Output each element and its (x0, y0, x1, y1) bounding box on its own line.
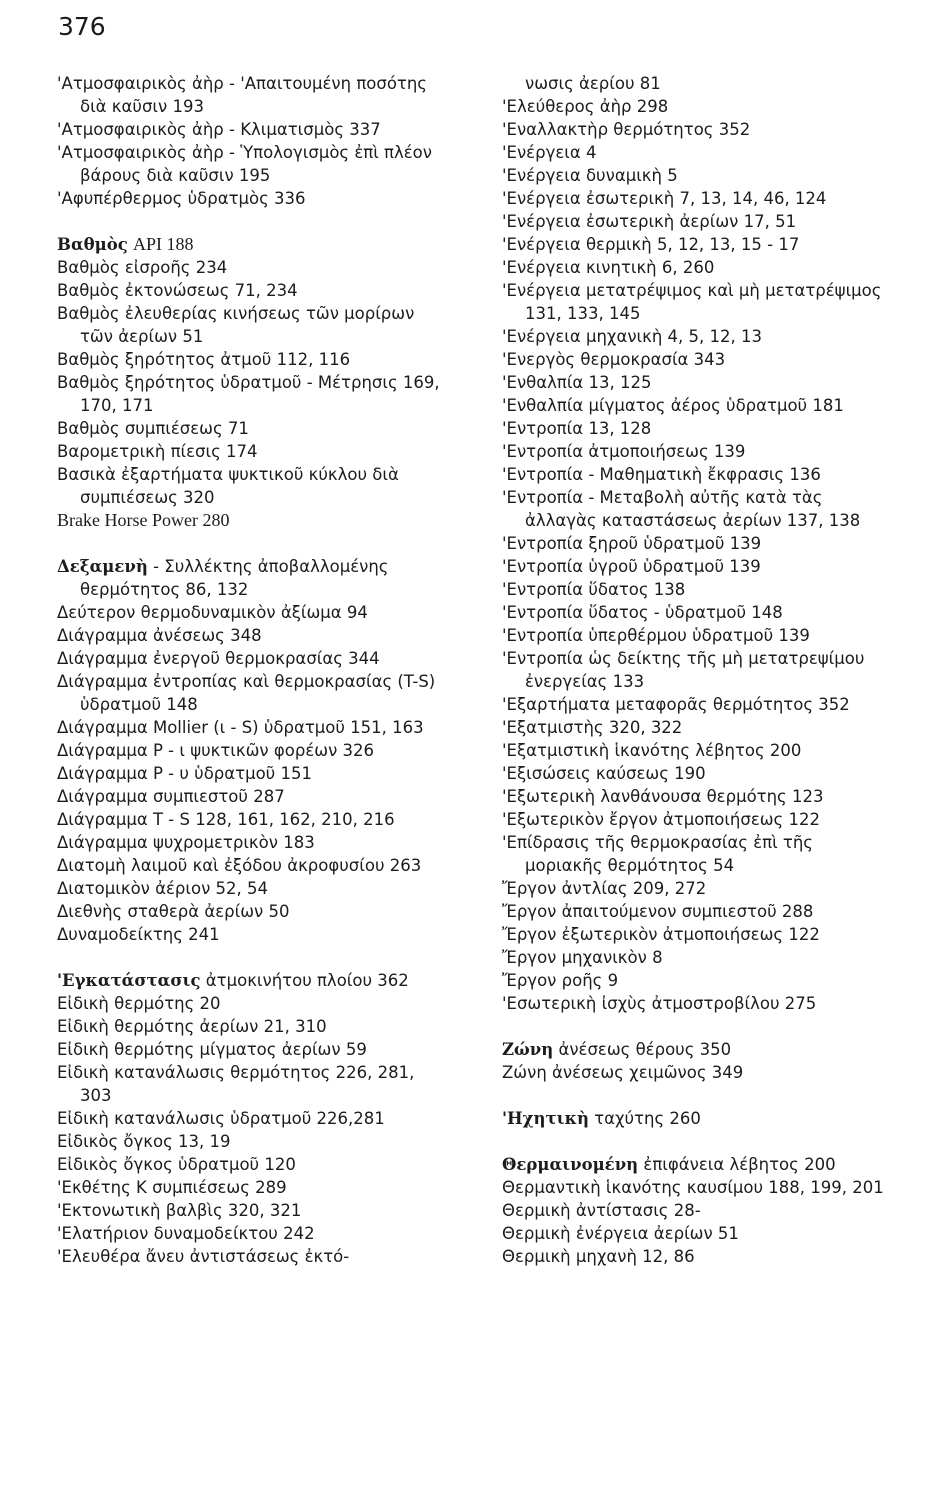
index-entry (57, 302, 449, 348)
index-entry (502, 877, 892, 900)
entry-text: Διάγραμμα συμπιεστοῦ 287 (57, 787, 285, 806)
index-entry (57, 72, 449, 118)
entry-text: Εἰδικὸς ὄγκος ὑδρατμοῦ 120 (57, 1155, 296, 1174)
index-entry (502, 417, 892, 440)
entry-text: 'Ενέργεια θερμικὴ 5, 12, 13, 15 - 17 (502, 235, 800, 254)
entry-text: 'Ενέργεια κινητικὴ 6, 260 (502, 258, 715, 277)
entry-text: 'Ελευθέρα ἄνευ ἀντιστάσεως ἐκτό- (57, 1247, 350, 1266)
index-entry (502, 187, 892, 210)
entry-text: 'Ενέργεια μηχανικὴ 4, 5, 12, 13 (502, 327, 763, 346)
index-entry (57, 624, 449, 647)
index-entry (502, 325, 892, 348)
index-entry (57, 739, 449, 762)
entry-text: Βαθμὸς ἐλευθερίας κινήσεως τῶν μορίρων τῶν ἀερίων 51 (57, 304, 415, 346)
index-entry (57, 923, 449, 946)
entry-text: Διατομικὸν ἀέριον 52, 54 (57, 879, 269, 898)
section-gap (57, 210, 449, 233)
entry-text: 'Ενέργεια ἐσωτερικὴ 7, 13, 14, 46, 124 (502, 189, 827, 208)
index-entry (57, 1130, 449, 1153)
index-entry (502, 463, 892, 486)
entry-text: 'Ενέργεια 4 (502, 143, 597, 162)
entry-text: Διατομὴ λαιμοῦ καὶ ἐξόδου ἀκροφυσίου 263 (57, 856, 422, 875)
index-entry (502, 900, 892, 923)
section-gap (502, 1084, 892, 1107)
entry-text: 'Επίδρασις τῆς θερμοκρασίας ἐπὶ τῆς μοριακῆς θερμότητος 54 (502, 833, 813, 875)
index-entry (57, 256, 449, 279)
entry-text: Εἰδικὸς ὄγκος 13, 19 (57, 1132, 231, 1151)
entry-text: 'Ατμοσφαιρικὸς ἀὴρ - Ὑπολογισμὸς ἐπὶ πλέον βάρους διὰ καῦσιν 195 (57, 143, 432, 185)
index-entry (57, 785, 449, 808)
entry-text: 'Εντροπία ξηροῦ ὑδρατμοῦ 139 (502, 534, 762, 553)
entry-text: Διάγραμμα P - υ ὑδρατμοῦ 151 (57, 764, 312, 783)
entry-text: Θερμαντικὴ ἱκανότης καυσίμου 188, 199, 201 (502, 1178, 884, 1197)
entry-text: 'Ατμοσφαιρικὸς ἀὴρ - 'Απαιτουμένη ποσότης διὰ καῦσιν 193 (57, 74, 427, 116)
section-gap (57, 532, 449, 555)
entry-text: ἀνέσεως θέρους 350 (558, 1040, 732, 1059)
index-entry (502, 118, 892, 141)
index-entry (502, 969, 892, 992)
index-entry (502, 831, 892, 877)
index-entry (57, 371, 449, 417)
entry-text: Θερμικὴ μηχανὴ 12, 86 (502, 1247, 695, 1266)
entry-text: Ἔργον ροῆς 9 (502, 971, 619, 990)
index-entry (502, 210, 892, 233)
index-entry (502, 739, 892, 762)
entry-text: 'Ενεργὸς θερμοκρασία 343 (502, 350, 726, 369)
index-entry (502, 693, 892, 716)
index-entry (502, 555, 892, 578)
index-entry (502, 233, 892, 256)
index-entry (57, 877, 449, 900)
index-entry (502, 1222, 892, 1245)
index-entry (57, 1153, 449, 1176)
section-gap (502, 1130, 892, 1153)
section-keyword: Δεξαμενὴ (57, 557, 148, 576)
index-entry (502, 624, 892, 647)
index-entry (57, 1015, 449, 1038)
entry-text: Βαθμὸς ξηρότητος ἀτμοῦ 112, 116 (57, 350, 351, 369)
page-number: 376 (58, 12, 106, 41)
index-column-left (57, 72, 449, 1268)
index-entry (57, 463, 449, 509)
entry-text: Ἔργον ἐξωτερικὸν ἀτμοποιήσεως 122 (502, 925, 820, 944)
entry-text: Διάγραμμα ἐντροπίας καὶ θερμοκρασίας (T-S) ὑδρατμοῦ 148 (57, 672, 436, 714)
entry-text: Βαρομετρικὴ πίεσις 174 (57, 442, 258, 461)
index-entry (502, 946, 892, 969)
entry-text: Εἰδικὴ θερμότης μίγματος ἀερίων 59 (57, 1040, 367, 1059)
entry-text: ἀτμοκινήτου πλοίου 362 (205, 971, 409, 990)
entry-text: - Συλλέκτης ἀποβαλλομένης θερμότητος 86, 132 (80, 557, 389, 599)
index-entry (502, 923, 892, 946)
index-entry (57, 1061, 449, 1107)
entry-text: 'Αφυπέρθερμος ὑδρατμὸς 336 (57, 189, 306, 208)
index-entry (502, 532, 892, 555)
index-entry (57, 601, 449, 624)
index-entry (57, 141, 449, 187)
index-entry (502, 486, 892, 532)
index-section-heading-entry (57, 233, 449, 256)
entry-text: Βαθμὸς εἰσροῆς 234 (57, 258, 228, 277)
entry-text: Βαθμὸς συμπιέσεως 71 (57, 419, 249, 438)
entry-text: Εἰδικὴ κατανάλωσις θερμότητος 226, 281, 303 (57, 1063, 415, 1105)
entry-text: 'Ενθαλπία 13, 125 (502, 373, 652, 392)
entry-text: Εἰδικὴ κατανάλωσις ὑδρατμοῦ 226,281 (57, 1109, 385, 1128)
entry-text: Βασικὰ ἐξαρτήματα ψυκτικοῦ κύκλου διὰ συμπιέσεως 320 (57, 465, 399, 507)
index-entry (57, 647, 449, 670)
entry-text: 'Εσωτερικὴ ἰσχὺς ἀτμοστροβίλου 275 (502, 994, 817, 1013)
entry-text: Ἔργον μηχανικὸν 8 (502, 948, 663, 967)
entry-text: Διεθνὴς σταθερὰ ἀερίων 50 (57, 902, 290, 921)
entry-text: 'Εξατμιστὴς 320, 322 (502, 718, 683, 737)
entry-text: 'Εντροπία ἀτμοποιήσεως 139 (502, 442, 746, 461)
entry-text: 'Ενέργεια ἐσωτερικὴ ἀερίων 17, 51 (502, 212, 797, 231)
entry-text: ἐπιφάνεια λέβητος 200 (643, 1155, 836, 1174)
index-entry (502, 371, 892, 394)
index-entry (57, 831, 449, 854)
index-entry (57, 187, 449, 210)
index-entry (502, 440, 892, 463)
entry-text: 'Εκτονωτικὴ βαλβὶς 320, 321 (57, 1201, 302, 1220)
entry-text: Διάγραμμα ψυχρομετρικὸν 183 (57, 833, 315, 852)
index-entry (502, 256, 892, 279)
section-keyword: Βαθμὸς (57, 235, 128, 254)
index-section-heading-entry (57, 969, 449, 992)
index-entry (502, 647, 892, 693)
entry-text: 'Εντροπία ὡς δείκτης τῆς μὴ μετατρεψίμου ἐνεργείας 133 (502, 649, 865, 691)
entry-text: Ἔργον ἀντλίας 209, 272 (502, 879, 707, 898)
index-section-heading-entry (502, 1107, 892, 1130)
entry-text: Εἰδικὴ θερμότης ἀερίων 21, 310 (57, 1017, 327, 1036)
entry-text: 'Ενέργεια δυναμικὴ 5 (502, 166, 678, 185)
index-entry (502, 578, 892, 601)
entry-text: 'Εξωτερικὸν ἔργον ἀτμοποιήσεως 122 (502, 810, 820, 829)
index-entry (502, 348, 892, 371)
index-section-heading-entry (57, 555, 449, 601)
index-entry (57, 1222, 449, 1245)
index-entry (502, 1199, 892, 1222)
index-entry (502, 992, 892, 1015)
entry-text: Διάγραμμα ἀνέσεως 348 (57, 626, 262, 645)
index-entry (502, 808, 892, 831)
entry-text: 'Εξατμιστικὴ ἱκανότης λέβητος 200 (502, 741, 802, 760)
index-entry (57, 854, 449, 877)
entry-text: 'Εντροπία - Μαθηματικὴ ἔκφρασις 136 (502, 465, 821, 484)
entry-text: ταχύτης 260 (594, 1109, 701, 1128)
index-entry (57, 348, 449, 371)
entry-text: Ἔργον ἀπαιτούμενον συμπιεστοῦ 288 (502, 902, 814, 921)
entry-text: Διάγραμμα P - ι ψυκτικῶν φορέων 326 (57, 741, 375, 760)
entry-text: 'Εντροπία ὑγροῦ ὑδρατμοῦ 139 (502, 557, 761, 576)
entry-text: 'Εξαρτήματα μεταφορᾶς θερμότητος 352 (502, 695, 850, 714)
section-gap (57, 946, 449, 969)
entry-text: 'Εντροπία ὕδατος 138 (502, 580, 686, 599)
index-entry (57, 716, 449, 739)
index-entry (502, 1061, 892, 1084)
section-keyword: 'Εγκατάστασις (57, 971, 201, 990)
entry-text: 'Εξισώσεις καύσεως 190 (502, 764, 706, 783)
index-entry (502, 1176, 892, 1199)
entry-text: Ζώνη ἀνέσεως χειμῶνος 349 (502, 1063, 744, 1082)
index-entry (57, 509, 449, 532)
index-entry (57, 1107, 449, 1130)
entry-text: Βαθμὸς ξηρότητος ὑδρατμοῦ - Μέτρησις 169, 170, 171 (57, 373, 440, 415)
entry-text: 'Εντροπία - Μεταβολὴ αὐτῆς κατὰ τὰς ἀλλαγὰς καταστάσεως ἀερίων 137, 138 (502, 488, 861, 530)
entry-text: νωσις ἀερίου 81 (525, 74, 661, 93)
index-entry (502, 785, 892, 808)
index-entry (502, 279, 892, 325)
index-entry (57, 808, 449, 831)
index-entry (57, 1038, 449, 1061)
index-entry (57, 762, 449, 785)
index-entry (57, 1176, 449, 1199)
entry-text: Δυναμοδείκτης 241 (57, 925, 220, 944)
entry-text: Brake Horse Power 280 (57, 510, 230, 530)
index-entry (502, 141, 892, 164)
index-entry (502, 1245, 892, 1268)
index-entry (502, 394, 892, 417)
index-entry (57, 1199, 449, 1222)
index-entry (57, 118, 449, 141)
index-entry (502, 716, 892, 739)
index-column-right (502, 72, 892, 1268)
entry-text: Βαθμὸς ἐκτονώσεως 71, 234 (57, 281, 298, 300)
index-entry (502, 164, 892, 187)
entry-text: Εἰδικὴ θερμότης 20 (57, 994, 221, 1013)
entry-text: Δεύτερον θερμοδυναμικὸν ἀξίωμα 94 (57, 603, 368, 622)
entry-text: 'Εντροπία 13, 128 (502, 419, 652, 438)
index-entry (57, 417, 449, 440)
entry-text: Διάγραμμα T - S 128, 161, 162, 210, 216 (57, 810, 395, 829)
index-entry (502, 72, 892, 95)
entry-text: 'Ατμοσφαιρικὸς ἀὴρ - Κλιματισμὸς 337 (57, 120, 381, 139)
entry-text: 'Εξωτερικὴ λανθάνουσα θερμότης 123 (502, 787, 824, 806)
index-entry (57, 440, 449, 463)
index-entry (57, 1245, 449, 1268)
entry-text: 'Εντροπία ὑπερθέρμου ὑδρατμοῦ 139 (502, 626, 810, 645)
index-entry (57, 992, 449, 1015)
index-section-heading-entry (502, 1153, 892, 1176)
entry-text: 'Εντροπία ὕδατος - ὑδρατμοῦ 148 (502, 603, 783, 622)
section-keyword: Θερμαινομένη (502, 1155, 639, 1174)
section-gap (502, 1015, 892, 1038)
index-entry (502, 762, 892, 785)
entry-text: 'Εκθέτης K συμπιέσεως 289 (57, 1178, 287, 1197)
entry-text: Διάγραμμα Mollier (ι - S) ὑδρατμοῦ 151, 163 (57, 718, 424, 737)
entry-text: 'Ενέργεια μετατρέψιμος καὶ μὴ μετατρέψιμος 131, 133, 145 (502, 281, 882, 323)
index-entry (502, 95, 892, 118)
index-section-heading-entry (502, 1038, 892, 1061)
entry-text: Θερμικὴ ἀντίστασις 28- (502, 1201, 701, 1220)
entry-text: Διάγραμμα ἐνεργοῦ θερμοκρασίας 344 (57, 649, 380, 668)
section-keyword: 'Ηχητικὴ (502, 1109, 589, 1128)
entry-text: 'Ενθαλπία μίγματος ἀέρος ὑδρατμοῦ 181 (502, 396, 844, 415)
entry-text: API 188 (133, 234, 194, 254)
entry-text: 'Εναλλακτὴρ θερμότητος 352 (502, 120, 751, 139)
index-entry (57, 279, 449, 302)
entry-text: 'Ελατήριον δυναμοδείκτου 242 (57, 1224, 315, 1243)
index-entry (57, 900, 449, 923)
index-entry (57, 670, 449, 716)
index-entry (502, 601, 892, 624)
section-keyword: Ζώνη (502, 1040, 554, 1059)
entry-text: Θερμικὴ ἐνέργεια ἀερίων 51 (502, 1224, 739, 1243)
entry-text: 'Ελεύθερος ἀὴρ 298 (502, 97, 669, 116)
